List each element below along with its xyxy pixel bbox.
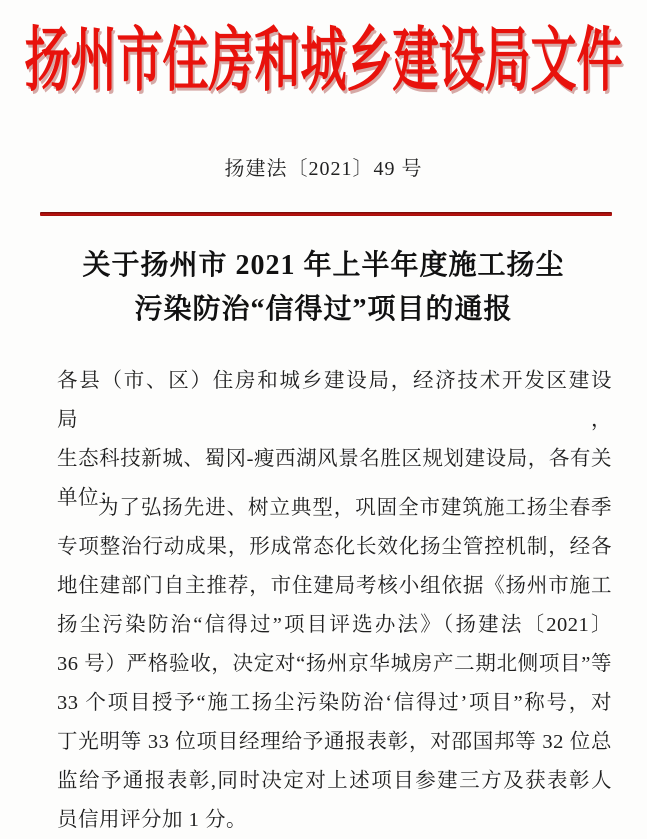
paragraph-line: 监给予通报表彰,同时决定对上述项目参建三方及获表彰人 xyxy=(57,770,612,792)
document-title-line1: 关于扬州市 2021 年上半年度施工扬尘 xyxy=(82,250,565,281)
document-title xyxy=(30,244,617,332)
paragraph-line: 专项整治行动成果，形成常态化长效化扬尘管控机制，经各 xyxy=(57,536,612,558)
paragraph-line: 地住建部门自主推荐，市住建局考核小组依据《扬州市施工 xyxy=(57,575,612,597)
paragraph-line: 丁光明等 33 位项目经理给予通报表彰，对邵国邦等 32 位总 xyxy=(57,731,612,753)
document-number: 扬建法〔2021〕49 号 xyxy=(224,158,423,180)
paragraph-line: 为了弘扬先进、树立典型，巩固全市建筑施工扬尘春季 xyxy=(98,497,612,519)
paragraph-line: 36 号）严格验收，决定对“扬州京华城房产二期北侧项目”等 xyxy=(57,653,612,675)
salutation-line: 单位： xyxy=(57,487,120,509)
salutation-line: 生态科技新城、蜀冈-瘦西湖风景名胜区规划建设局，各有关 xyxy=(57,448,612,470)
document-title-line2: 污染防治“信得过”项目的通报 xyxy=(134,294,513,325)
paragraph-line: 员信用评分加 1 分。 xyxy=(57,809,247,831)
main-paragraph-block xyxy=(57,489,612,839)
red-divider-line xyxy=(40,212,612,216)
agency-header-title: 扬州市住房和城乡建设局文件 xyxy=(24,21,623,100)
paragraph-line: 33 个项目授予“施工扬尘污染防治‘信得过’项目”称号，对 xyxy=(57,692,612,714)
salutation-line: 各县（市、区）住房和城乡建设局，经济技术开发区建设局， xyxy=(57,370,612,431)
paragraph-line: 扬尘污染防治“信得过”项目评选办法》（扬建法〔2021〕 xyxy=(57,614,612,636)
